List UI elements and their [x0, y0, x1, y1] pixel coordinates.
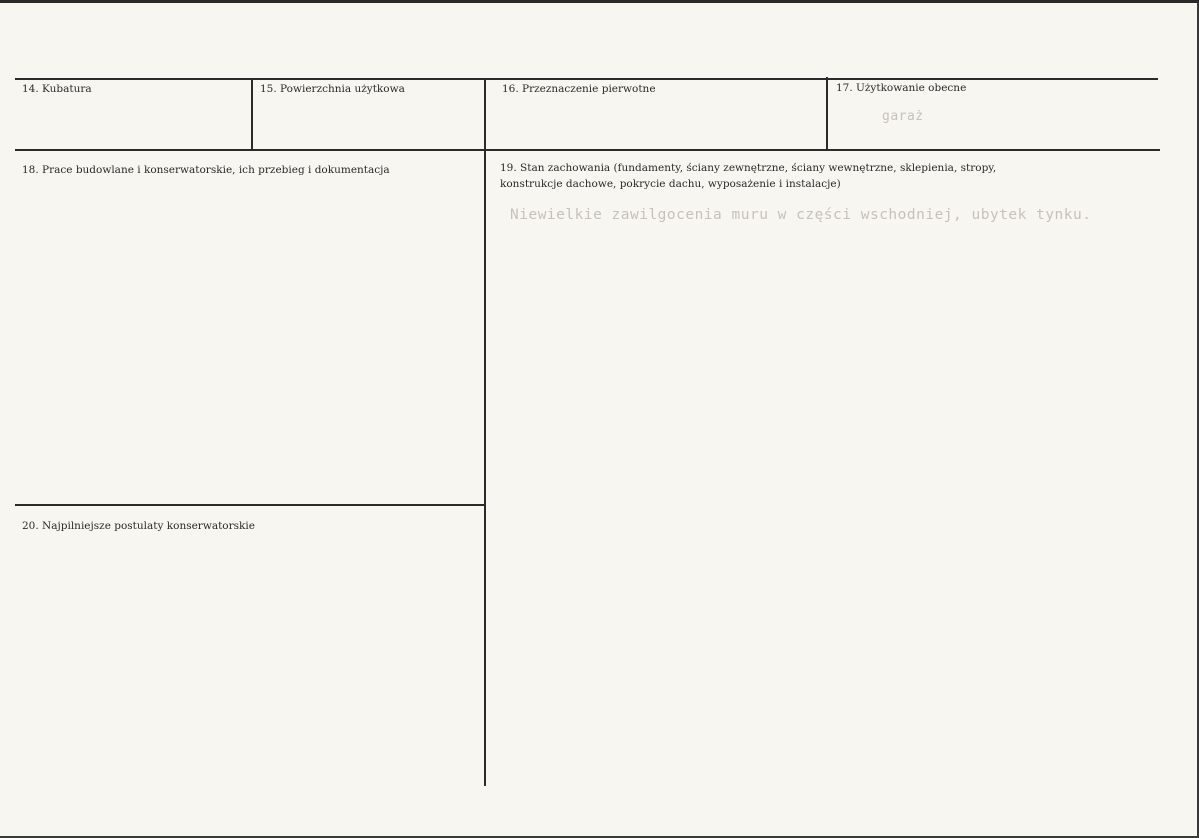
form-card — [0, 3, 1199, 838]
field-17-label: 17. Użytkowanie obecne — [836, 82, 967, 94]
field-19-value: Niewielkie zawilgocenia muru w części wschodniej, ubytek tynku. — [510, 207, 1092, 223]
divider-15-16 — [484, 78, 486, 151]
field-15-label: 15. Powierzchnia użytkowa — [260, 83, 405, 95]
divider-18-20 — [15, 504, 485, 506]
field-19-label-line1: 19. Stan zachowania (fundamenty, ściany zewnętrzne, ściany wewnętrzne, sklepienia, stropy, — [500, 162, 997, 174]
top-row-bottom-border — [15, 149, 1160, 151]
field-16-label: 16. Przeznaczenie pierwotne — [502, 83, 656, 95]
divider-16-17 — [826, 77, 828, 150]
field-18-label: 18. Prace budowlane i konserwatorskie, ich przebieg i dokumentacja — [22, 164, 390, 176]
field-20-label: 20. Najpilniejsze postulaty konserwatorskie — [22, 520, 255, 532]
field-14-label: 14. Kubatura — [22, 83, 92, 95]
field-17-value: garaż — [882, 109, 924, 124]
top-row-top-border — [15, 78, 1158, 80]
divider-left-right — [484, 149, 486, 786]
field-19-label-line2: konstrukcje dachowe, pokrycie dachu, wyposażenie i instalacje) — [500, 178, 841, 190]
divider-14-15 — [251, 78, 253, 151]
